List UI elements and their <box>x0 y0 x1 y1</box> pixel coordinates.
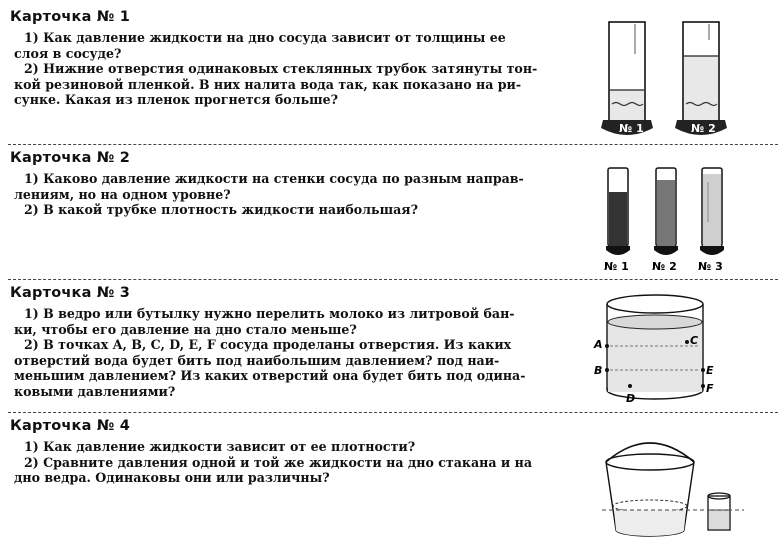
svg-text:A: A <box>594 338 603 351</box>
tubes-with-membranes-icon <box>595 14 755 142</box>
card-3-title: Карточка № 3 <box>10 285 130 301</box>
card-4-line-2: 2) Сравните давления одной и той же жидкости на дно стакана и на <box>24 454 533 470</box>
separator-3 <box>8 412 778 413</box>
svg-text:C: C <box>690 334 699 347</box>
card-1-line-4: кой резиновой пленкой. В них налита вода так, как показано на ри- <box>14 76 522 92</box>
card-3-line-2: ки, чтобы его давление на дно стало меньше? <box>14 321 357 337</box>
card-4-line-3: дно ведра. Одинаковы они или различны? <box>14 470 330 486</box>
card-4-title: Карточка № 4 <box>10 418 130 434</box>
card-1-line-2: слоя в сосуде? <box>14 45 122 61</box>
card-3-line-1: 1) В ведро или бутылку нужно перелить молоко из литровой бан- <box>24 306 515 321</box>
card-1-line-3: 2) Нижние отверстия одинаковых стеклянных трубок затянуты тон- <box>24 61 538 77</box>
svg-text:№ 1: № 1 <box>604 260 629 273</box>
card-3-line-5: меньшим давлением? Из каких отверстий она будет бить под одина- <box>14 368 526 384</box>
card-2-title: Карточка № 2 <box>10 150 130 166</box>
card-4-line-1: 1) Как давление жидкости зависит от ее плотности? <box>24 439 416 454</box>
card-1-line-1: 1) Как давление жидкости на дно сосуда зависит от толщины ее <box>24 30 506 45</box>
card-2-questions <box>14 171 554 218</box>
card-1-line-5: сунке. Какая из пленок прогнется больше? <box>14 92 339 108</box>
cylinder-vessel-icon <box>590 290 720 408</box>
svg-text:D: D <box>626 392 636 405</box>
three-test-tubes-icon <box>600 162 730 274</box>
svg-text:№ 2: № 2 <box>652 260 677 273</box>
svg-text:F: F <box>706 382 714 395</box>
card-3-line-3: 2) В точках A, B, C, D, E, F сосуда проделаны отверстия. Из каких <box>24 337 512 353</box>
card-1-questions <box>14 30 554 108</box>
card-2-line-2: лениям, но на одном уровне? <box>14 186 231 202</box>
card-1-title: Карточка № 1 <box>10 9 130 25</box>
bucket-and-glass-icon <box>598 430 748 544</box>
svg-text:№ 1: № 1 <box>619 122 644 135</box>
separator-2 <box>8 279 778 280</box>
svg-text:№ 3: № 3 <box>698 260 723 273</box>
card-3-line-4: отверстий вода будет бить под наибольшим давлением? под наи- <box>14 352 500 368</box>
svg-text:B: B <box>594 364 603 377</box>
card-2-line-1: 1) Каково давление жидкости на стенки сосуда по разным направ- <box>24 171 524 186</box>
card-2-line-3: 2) В какой трубке плотность жидкости наибольшая? <box>24 202 418 218</box>
svg-text:№ 2: № 2 <box>691 122 716 135</box>
separator-1 <box>8 144 778 145</box>
card-4-questions <box>14 439 554 486</box>
card-3-line-6: ковыми давлениями? <box>14 383 176 399</box>
card-3-questions <box>14 306 554 400</box>
svg-text:E: E <box>706 364 714 377</box>
